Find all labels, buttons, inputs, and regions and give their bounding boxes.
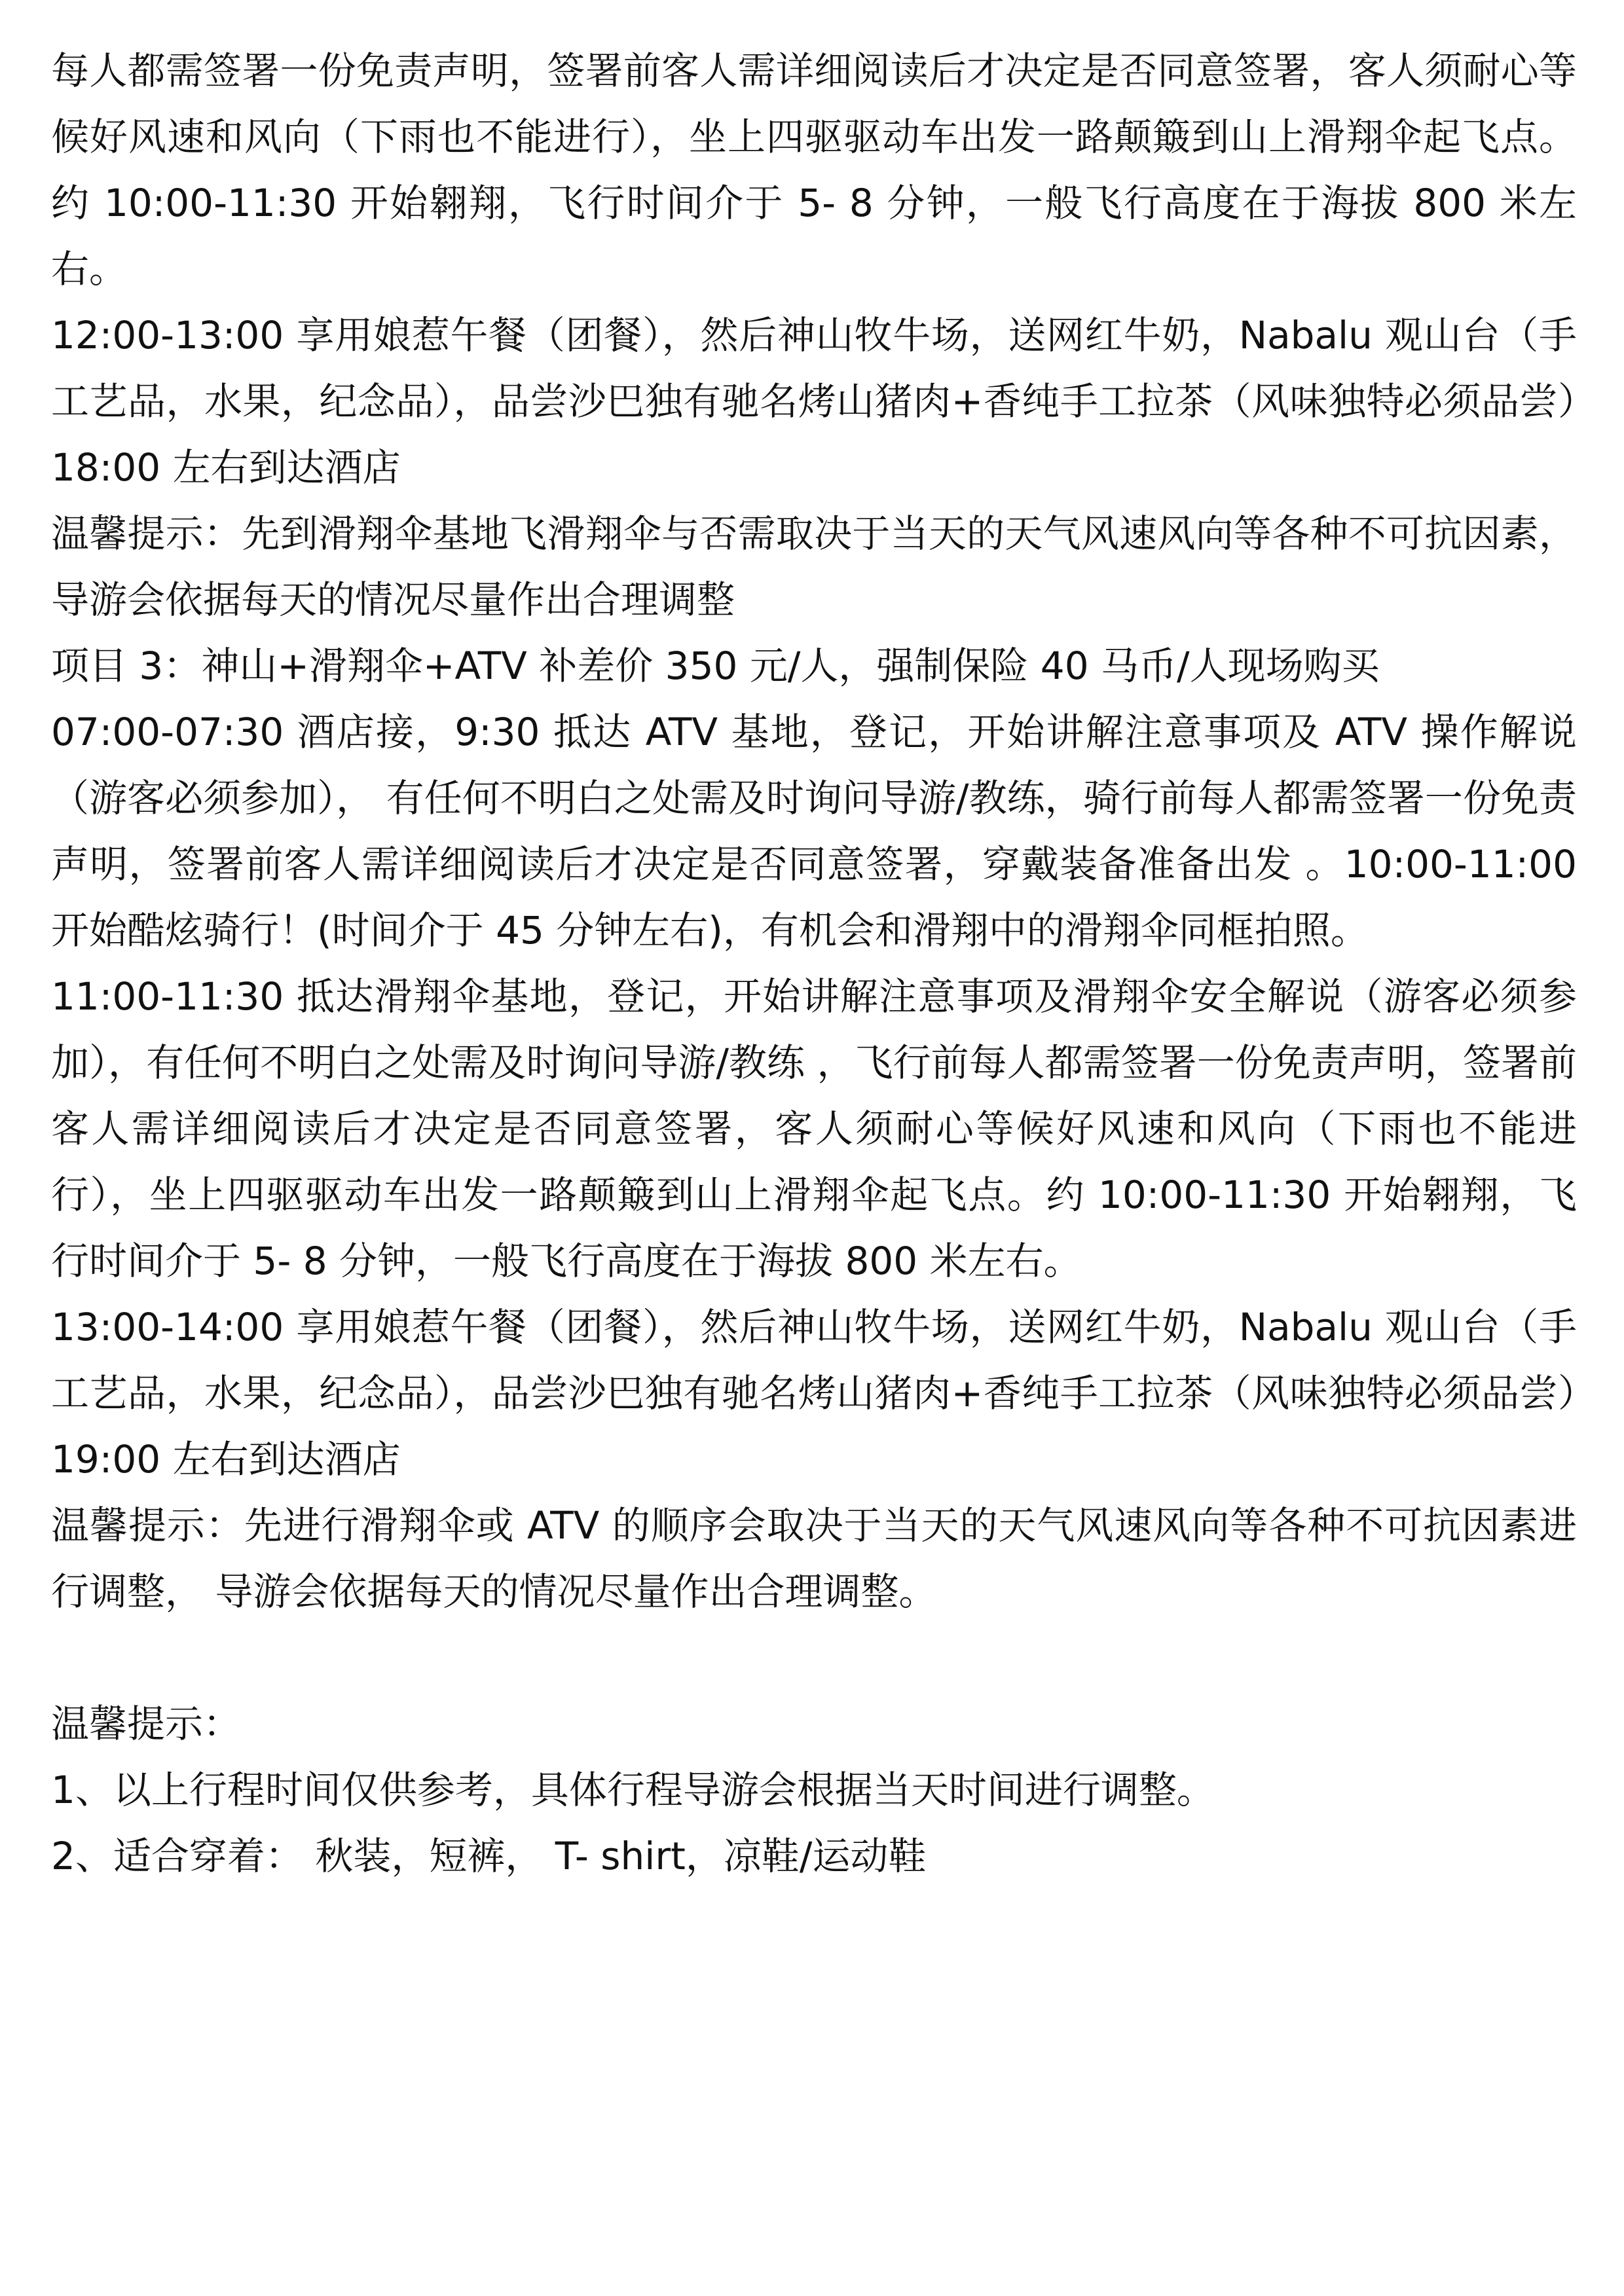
paragraph-waiver-paragliding: 每人都需签署一份免责声明，签署前客人需详细阅读后才决定是否同意签署，客人须耐心等候好风速和风向（下雨也不能进行），坐上四驱驱动车出发一路颠簸到山上滑翔伞起飞点。约 10:00-11:30 开始翱翔，飞行时间介于 5- 8 分钟，一般飞行高度在于海拔 800 米左右。 xyxy=(51,48,1577,291)
paragraph-lunch-schedule-1: 12:00-13:00 享用娘惹午餐（团餐），然后神山牧牛场，送网红牛奶，Nabalu 观山台（手工艺品，水果，纪念品），品尝沙巴独有驰名烤山猪肉+香纯手工拉茶（风味独特必须品尝）18:00 左右到达酒店 xyxy=(51,313,1577,490)
document-page xyxy=(51,38,1577,1889)
tip-item-2: 2、适合穿着： 秋装，短裤， T- shirt，凉鞋/运动鞋 xyxy=(51,1834,927,1878)
tips-heading: 温馨提示： xyxy=(51,1702,242,1746)
paragraph-project-3-title: 项目 3：神山+滑翔伞+ATV 补差价 350 元/人，强制保险 40 马币/人现场购买 xyxy=(51,644,1380,688)
paragraph-tip-order: 温馨提示：先进行滑翔伞或 ATV 的顺序会取决于当天的天气风速风向等各种不可抗因素进行调整， 导游会依据每天的情况尽量作出合理调整。 xyxy=(51,1503,1577,1614)
paragraph-tip-paragliding: 温馨提示：先到滑翔伞基地飞滑翔伞与否需取决于当天的天气风速风向等各种不可抗因素， 导游会依据每天的情况尽量作出合理调整 xyxy=(51,511,1577,622)
blank-line xyxy=(51,1625,1577,1691)
paragraph-atv-schedule: 07:00-07:30 酒店接，9:30 抵达 ATV 基地，登记，开始讲解注意事项及 ATV 操作解说（游客必须参加）， 有任何不明白之处需及时询问导游/教练，骑行前每人都需签署一份免责声明，签署前客人需详细阅读后才决定是否同意签署，穿戴装备准备出发 。10:00-11:00 开始酷炫骑行！(时间介于 45 分钟左右)，有机会和滑翔中的滑翔伞同框拍照。 xyxy=(51,710,1577,953)
tip-item-1: 1、以上行程时间仅供参考，具体行程导游会根据当天时间进行调整。 xyxy=(51,1768,1215,1812)
paragraph-lunch-schedule-2: 13:00-14:00 享用娘惹午餐（团餐），然后神山牧牛场，送网红牛奶，Nabalu 观山台（手工艺品，水果，纪念品），品尝沙巴独有驰名烤山猪肉+香纯手工拉茶（风味独特必须品尝）19:00 左右到达酒店 xyxy=(51,1305,1577,1482)
paragraph-paragliding-schedule: 11:00-11:30 抵达滑翔伞基地，登记，开始讲解注意事项及滑翔伞安全解说（游客必须参加），有任何不明白之处需及时询问导游/教练 ，飞行前每人都需签署一份免责声明，签署前客人需详细阅读后才决定是否同意签署，客人须耐心等候好风速和风向（下雨也不能进行），坐上四驱驱动车出发一路颠簸到山上滑翔伞起飞点。约 10:00-11:30 开始翱翔，飞行时间介于 5- 8 分钟，一般飞行高度在于海拔 800 米左右。 xyxy=(51,974,1577,1283)
